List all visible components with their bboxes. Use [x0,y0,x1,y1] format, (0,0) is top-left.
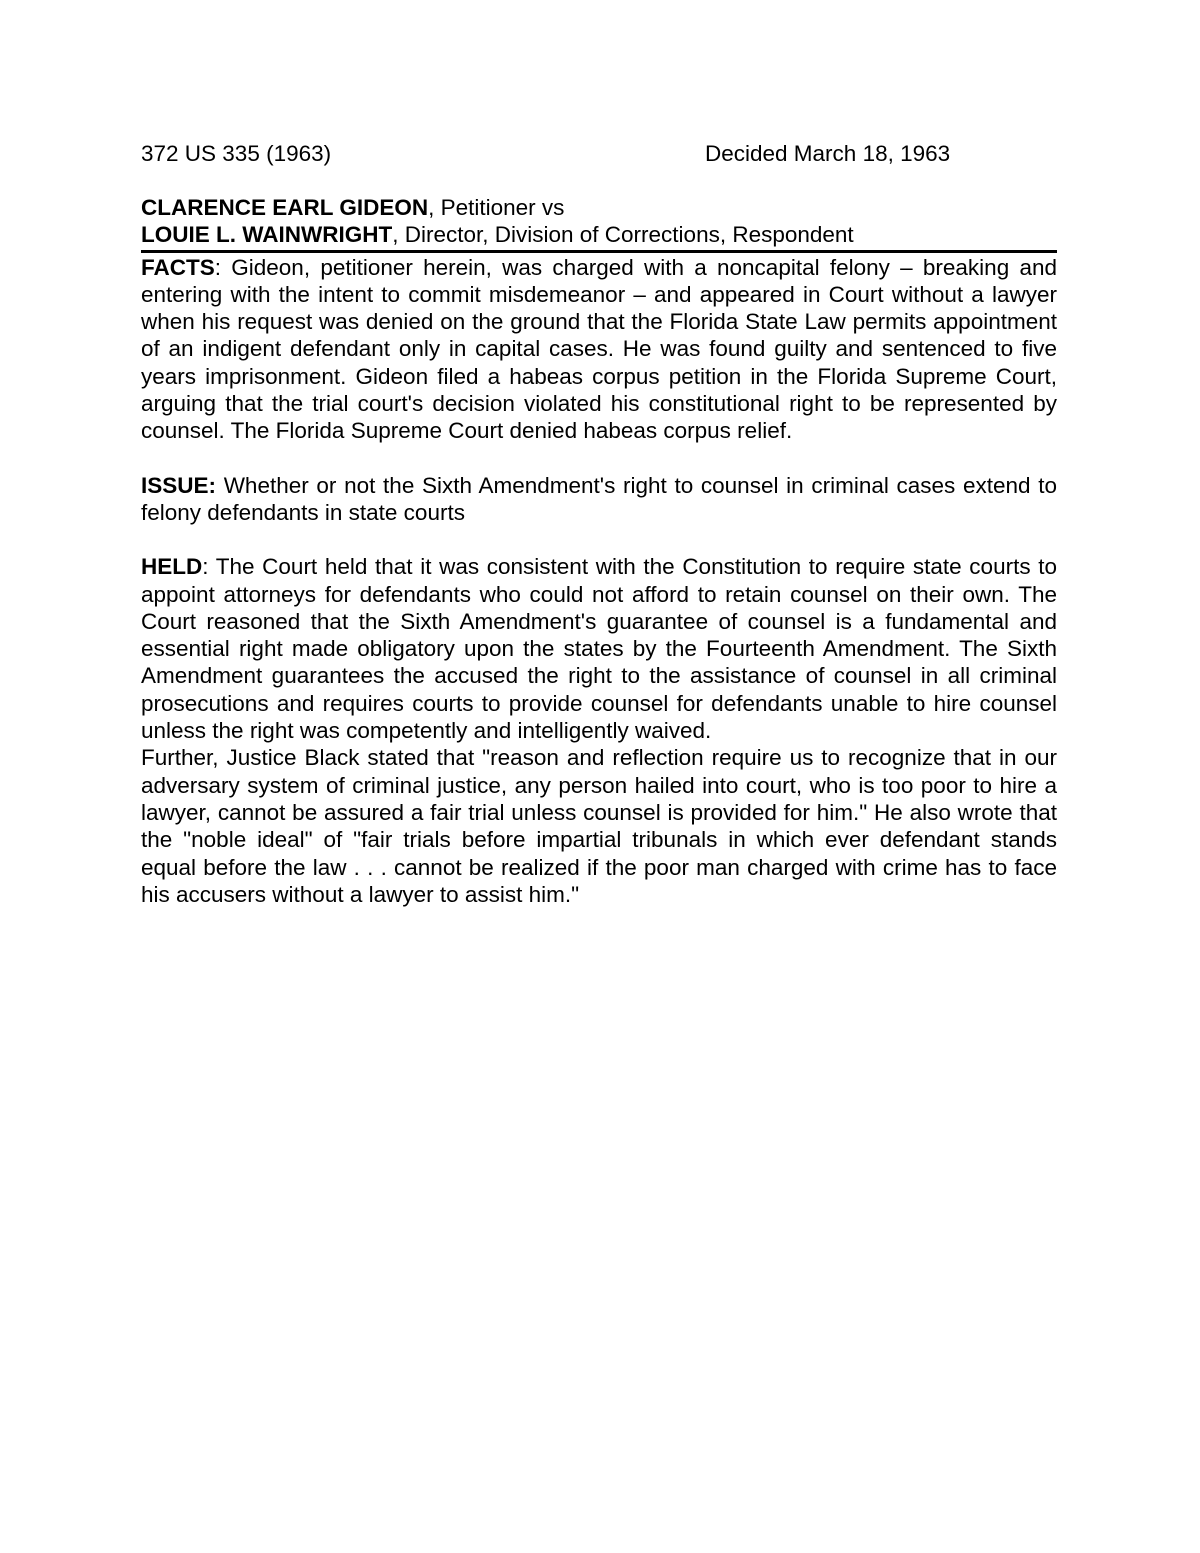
held-section [141,553,1057,744]
respondent-role: , Director, Division of Corrections, Respondent [392,222,854,248]
held-text: : The Court held that it was consistent with the Constitution to require state courts to appoint attorneys for defendants who could not afford to retain counsel on their own. The Court reasoned that the Sixth Amendment's guarantee of counsel is a fundamental and essential right made obligatory upon the states by the Fourteenth Amendment. The Sixth Amendment guarantees the accused the right to the assistance of counsel in all criminal prosecutions and requires courts to provide counsel for defendants unable to hire counsel unless the right was competently and intelligently waived. [141,554,1057,744]
facts-section [141,254,1057,445]
respondent-name: LOUIE L. WAINWRIGHT [141,222,393,248]
respondent-line [141,221,1057,248]
petitioner-name: CLARENCE EARL GIDEON [141,195,429,220]
case-parties [141,194,1057,249]
section-gap [141,526,1057,553]
facts-label: FACTS [141,254,215,280]
petitioner-role: , Petitioner vs [428,195,565,220]
case-digest-page [141,140,1057,908]
facts-text: : Gideon, petitioner herein, was charged with a noncapital felony – breaking and entering with the intent to commit misdemeanor – and appeared in Court without a lawyer when his request was denied on the ground that the Florida State Law permits appointment of an indigent defendant only in capital cases. He was found guilty and sentenced to five years imprisonment. Gideon filed a habeas corpus petition in the Florida Supreme Court, arguing that the trial court's decision violated his constitutional right to be represented by counsel. The Florida Supreme Court denied habeas corpus relief. [141,254,1057,444]
issue-section [141,472,1057,527]
citation-row [141,140,1057,170]
section-gap [141,445,1057,472]
petitioner-line [141,194,1057,221]
issue-label: ISSUE: [141,472,217,498]
title-divider [141,250,1057,253]
case-citation: 372 US 335 (1963) [141,141,332,166]
held-further-text: Further, Justice Black stated that "reason and reflection require us to recognize that in our adversary system of criminal justice, any person hailed into court, who is too poor to hire a lawyer, cannot be assured a fair trial unless counsel is provided for him." He also wrote that the "noble ideal" of "fair trials before impartial tribunals in which ever defendant stands equal before the law . . . cannot be realized if the poor man charged with crime has to face his accusers without a lawyer to assist him." [141,745,1057,907]
held-label: HELD [141,554,203,580]
issue-text: Whether or not the Sixth Amendment's right to counsel in criminal cases extend to felony defendants in state courts [141,472,1057,525]
held-further-section [141,744,1057,908]
decision-date: Decided March 18, 1963 [705,141,951,166]
